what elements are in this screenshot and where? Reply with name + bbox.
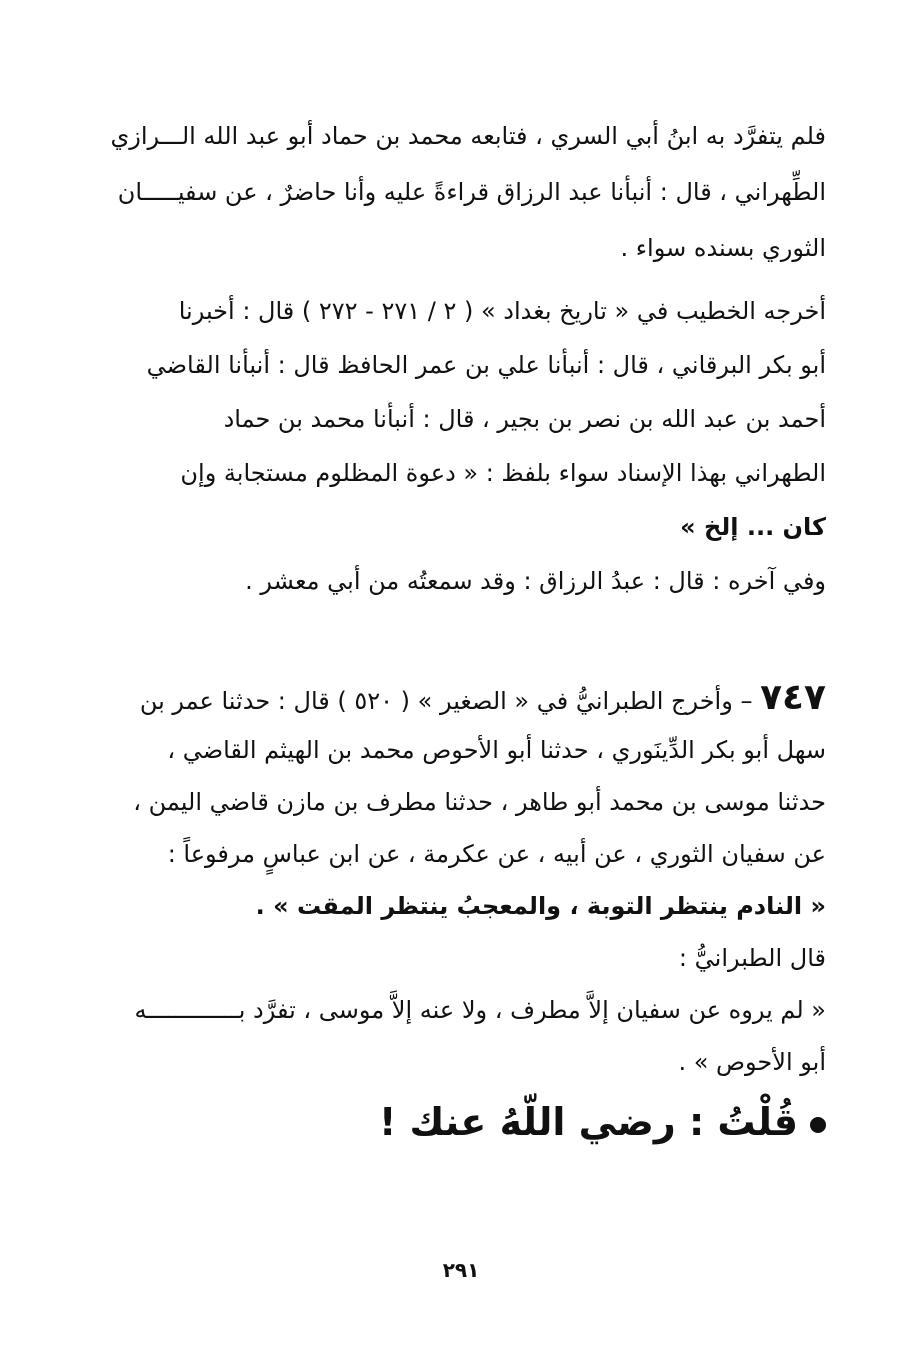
text-line: كان ... إلخ » bbox=[680, 513, 826, 541]
text-line: « النادم ينتظر التوبة ، والمعجبُ ينتظر المقت » . bbox=[255, 892, 826, 920]
text-line: الثوري بسنده سواء . bbox=[620, 234, 826, 262]
text-line: « لم يروه عن سفيان إلاَّ مطرف ، ولا عنه إلاَّ موسى ، تفرَّد بـــــــــــــه bbox=[134, 996, 826, 1024]
paragraph-2 bbox=[108, 284, 826, 608]
hadith-number: ٧٤٧ bbox=[760, 677, 826, 718]
text-line: حدثنا موسى بن محمد أبو طاهر ، حدثنا مطرف بن مازن قاضي اليمن ، bbox=[133, 788, 826, 816]
text-line: أبو الأحوص » . bbox=[678, 1048, 826, 1076]
page-body bbox=[108, 108, 826, 1154]
text-line: أحمد بن عبد الله بن نصر بن بجير ، قال : أنبأنا محمد بن حماد bbox=[223, 405, 826, 433]
hadith-first-line-text: – وأخرج الطبرانيُّ في « الصغير » ( ٥٢٠ ) قال : حدثنا عمر بن bbox=[139, 687, 761, 715]
paragraph-1 bbox=[108, 108, 826, 276]
text-line: فلم يتفرَّد به ابنُ أبي السري ، فتابعه محمد بن حماد أبو عبد الله الـــرازي bbox=[110, 122, 826, 150]
text-line: أبو بكر البرقاني ، قال : أنبأنا علي بن عمر الحافظ قال : أنبأنا القاضي bbox=[146, 351, 826, 379]
text-line: قال الطبرانيُّ : bbox=[678, 944, 826, 972]
bullet-icon bbox=[810, 1117, 826, 1133]
hadith-paragraph bbox=[108, 672, 826, 1088]
text-line: الطِّهراني ، قال : أنبأنا عبد الرزاق قراءةً عليه وأنا حاضرٌ ، عن سفيـــــان bbox=[117, 178, 826, 206]
page-number: ٢٩١ bbox=[442, 1258, 480, 1282]
heading-text: قُلْتُ : رضي اللّهُ عنك ! bbox=[378, 1100, 798, 1144]
hadith-first-line bbox=[108, 672, 826, 724]
text-line: وفي آخره : قال : عبدُ الرزاق : وقد سمعتُه من أبي معشر . bbox=[245, 567, 826, 595]
text-line: عن سفيان الثوري ، عن أبيه ، عن عكرمة ، عن ابن عباسٍ مرفوعاً : bbox=[167, 840, 826, 868]
text-line: أخرجه الخطيب في « تاريخ بغداد » ( ٢ / ٢٧١ - ٢٧٢ ) قال : أخبرنا bbox=[178, 297, 826, 325]
text-line: سهل أبو بكر الدِّينَوري ، حدثنا أبو الأحوص محمد بن الهيثم القاضي ، bbox=[167, 736, 826, 764]
text-line: الطهراني بهذا الإسناد سواء بلفظ : « دعوة المظلوم مستجابة وإن bbox=[180, 459, 826, 487]
section-heading bbox=[108, 1090, 826, 1154]
